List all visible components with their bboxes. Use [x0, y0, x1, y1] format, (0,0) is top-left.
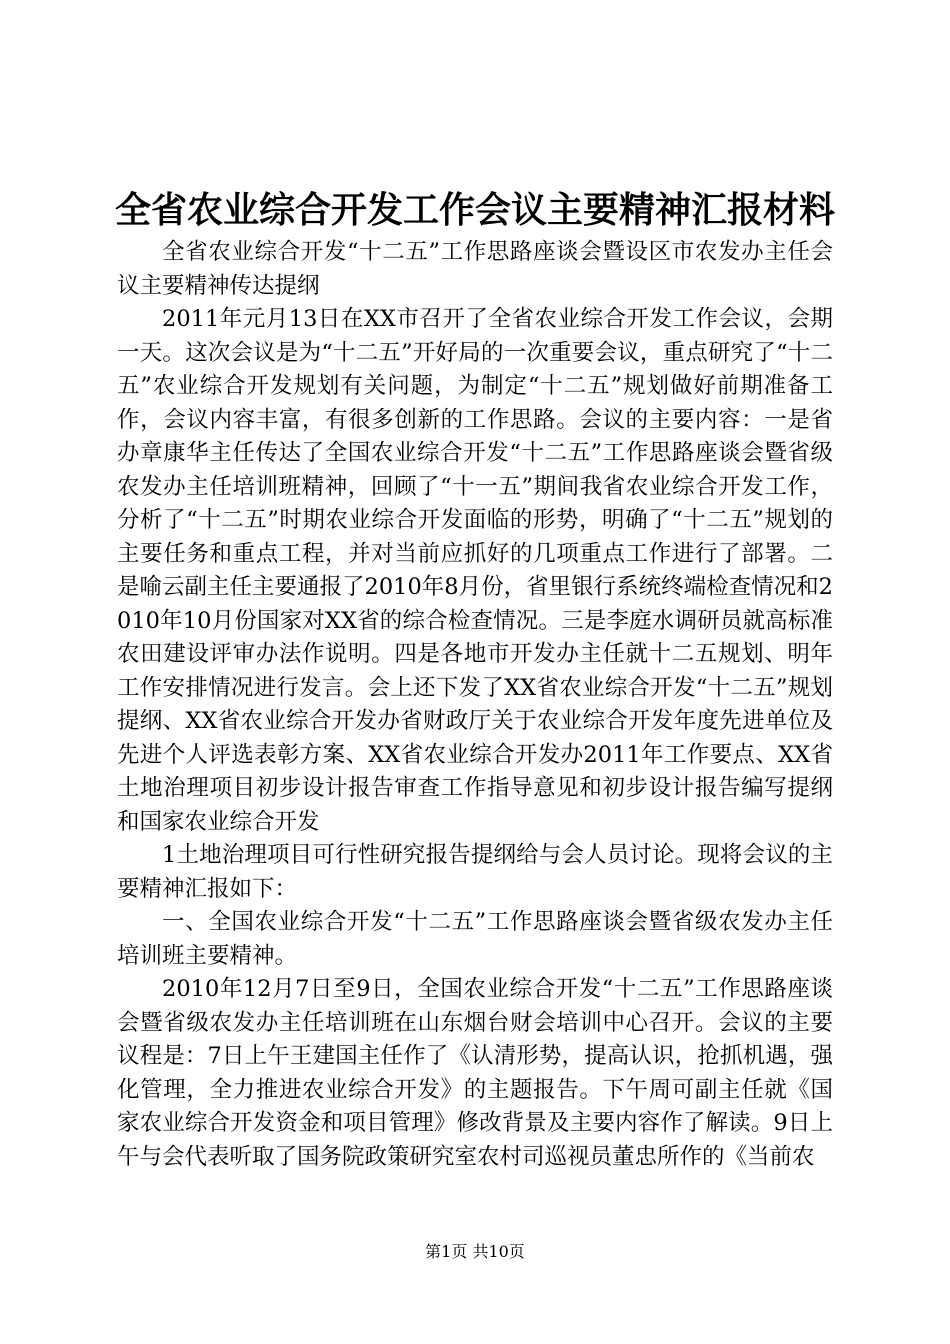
paragraph-discussion: 1土地治理项目可行性研究报告提纲给与会人员讨论。现将会议的主要精神汇报如下： — [117, 842, 833, 902]
document-title: 全省农业综合开发工作会议主要精神汇报材料 — [114, 189, 835, 231]
paragraph-subtitle: 全省农业综合开发“十二五”工作思路座谈会暨设区市农发办主任会议主要精神传达提纲 — [117, 239, 833, 299]
paragraph-section-heading: 一、全国农业综合开发“十二五”工作思路座谈会暨省级农发办主任培训班主要精神。 — [117, 909, 833, 969]
paragraph-meeting-overview: 2011年元月13日在XX市召开了全省农业综合开发工作会议，会期一天。这次会议是为“十二五”开好局的一次重要会议，重点研究了“十二五”农业综合开发规划有关问题，为制定“十二五”规划做好前期准备工作，会议内容丰富，有很多创新的工作思路。会议的主要内容：一是省办章康华主任传达了全国农业综合开发“十二五”工作思路座谈会暨省级农发办主任培训班精神，回顾了“十一五”期间我省农业综合开发工作，分析了“十二五”时期农业综合开发面临的形势，明确了“十二五”规划的主要任务和重点工程，并对当前应抓好的几项重点工作进行了部署。二是喻云副主任主要通报了2010年8月份，省里银行系统终端检查情况和2010年10月份国家对XX省的综合检查情况。三是李庭水调研员就高标准农田建设评审办法作说明。四是各地市开发办主任就十二五规划、明年工作安排情况进行发言。会上还下发了XX省农业综合开发“十二五”规划提纲、XX省农业综合开发办省财政厅关于农业综合开发年度先进单位及先进个人评选表彰方案、XX省农业综合开发办2011年工作要点、XX省土地治理项目初步设计报告审查工作指导意见和初步设计报告编写提纲和国家农业综合开发 — [117, 306, 833, 835]
page-number-footer: 第1页 共10页 — [425, 1242, 525, 1261]
paragraph-section-body: 2010年12月7日至9日，全国农业综合开发“十二五”工作思路座谈会暨省级农发办主任培训班在山东烟台财会培训中心召开。会议的主要议程是：7日上午王建国主任作了《认清形势，提高认识，抢抓机遇，强化管理，全力推进农业综合开发》的主题报告。下午周可副主任就《国家农业综合开发资金和项目管理》修改背景及主要内容作了解读。9日上午与会代表听取了国务院政策研究室农村司巡视员董忠所作的《当前农 — [117, 976, 833, 1170]
document-body — [117, 236, 833, 1174]
